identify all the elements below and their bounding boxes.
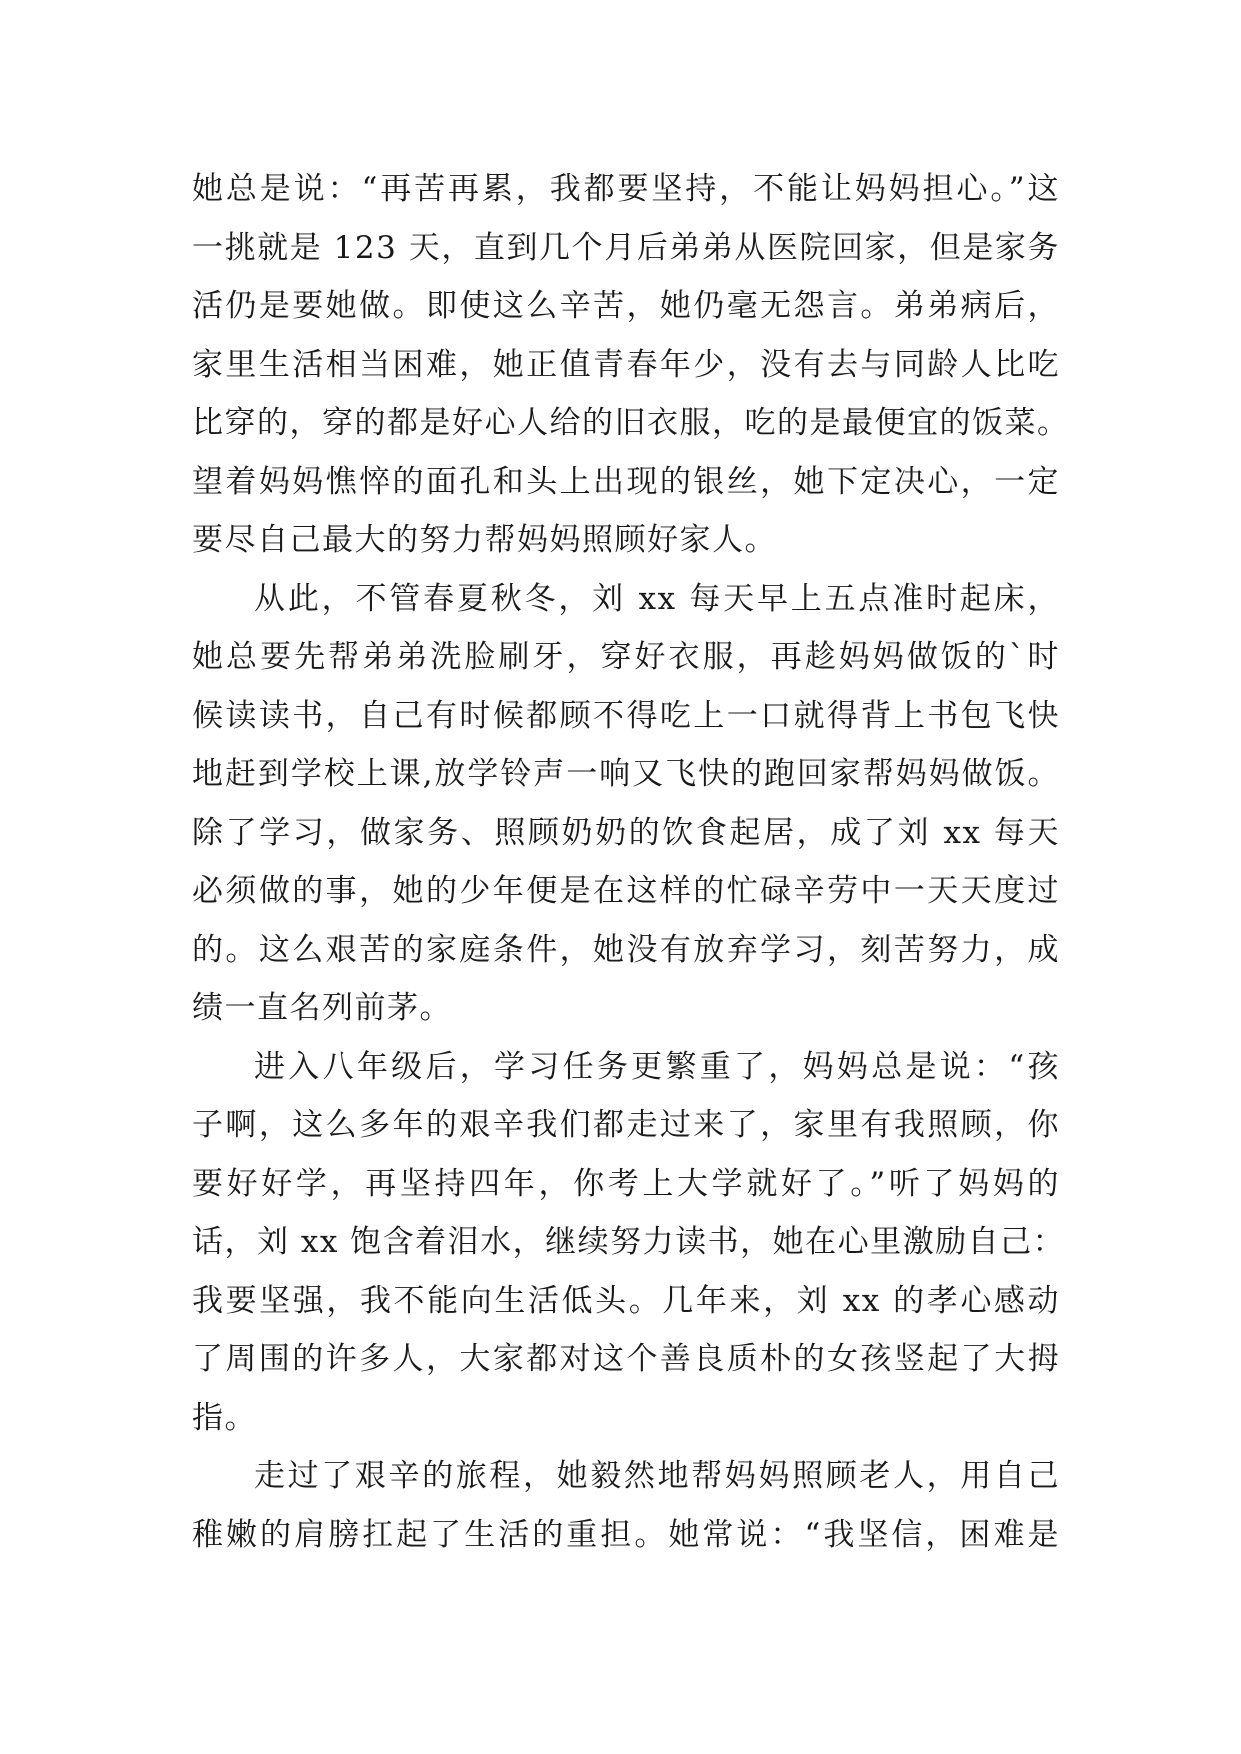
text-line: 要好好学，再坚持四年，你考上大学就好了。”听了妈妈的 xyxy=(192,1165,1060,1202)
paragraph-3 xyxy=(192,1038,1066,1448)
text-line: 她总是说：“再苦再累，我都要坚持，不能让妈妈担心。”这 xyxy=(192,171,1060,207)
body-text xyxy=(192,160,1070,1564)
text-line: 进入八年级后，学习任务更繁重了，妈妈总是说：“孩 xyxy=(254,1048,1060,1085)
text-line: 要尽自己最大的努力帮妈妈照顾好家人。 xyxy=(192,522,777,558)
text-line: 一挑就是 123 天，直到几个月后弟弟从医院回家，但是家务 xyxy=(192,229,1060,266)
text-line: 家里生活相当困难，她正值青春年少，没有去与同龄人比吃 xyxy=(192,346,1060,383)
text-line: 除了学习，做家务、照顾奶奶的饮食起居，成了刘 xx 每天 xyxy=(192,814,1060,851)
text-line: 稚嫩的肩膀扛起了生活的重担。她常说：“我坚信，困难是 xyxy=(192,1516,1060,1553)
text-line: 必须做的事，她的少年便是在这样的忙碌辛劳中一天天度过 xyxy=(192,873,1060,909)
text-line: 走过了艰辛的旅程，她毅然地帮妈妈照顾老人，用自己 xyxy=(254,1458,1060,1494)
text-line: 比穿的，穿的都是好心人给的旧衣服，吃的是最便宜的饭菜。 xyxy=(192,405,1070,441)
text-line: 从此，不管春夏秋冬，刘 xx 每天早上五点准时起床， xyxy=(254,580,1060,617)
text-line: 的。这么艰苦的家庭条件，她没有放弃学习，刻苦努力，成 xyxy=(192,931,1060,968)
text-line: 我要坚强，我不能向生活低头。几年来，刘 xx 的孝心感动 xyxy=(192,1282,1060,1319)
text-line: 了周围的许多人，大家都对这个善良质朴的女孩竖起了大拇 xyxy=(192,1341,1060,1377)
paragraph-1 xyxy=(192,160,1070,570)
paragraph-2 xyxy=(192,570,1060,1038)
text-line: 指。 xyxy=(192,1399,257,1436)
text-line: 绩一直名列前茅。 xyxy=(192,990,452,1026)
text-line: 她总要先帮弟弟洗脸刷牙，穿好衣服，再趁妈妈做饭的`时 xyxy=(192,639,1060,675)
text-line: 候读读书，自己有时候都顾不得吃上一口就得背上书包飞快 xyxy=(192,697,1060,734)
text-line: 活仍是要她做。即使这么辛苦，她仍毫无怨言。弟弟病后， xyxy=(192,288,1060,324)
text-line: 地赶到学校上课,放学铃声一响又飞快的跑回家帮妈妈做饭。 xyxy=(192,756,1060,792)
text-line: 望着妈妈憔悴的面孔和头上出现的银丝，她下定决心，一定 xyxy=(192,463,1060,500)
text-line: 子啊，这么多年的艰辛我们都走过来了，家里有我照顾，你 xyxy=(192,1107,1060,1143)
text-line: 话，刘 xx 饱含着泪水，继续努力读书，她在心里激励自己： xyxy=(192,1224,1066,1260)
paragraph-4 xyxy=(192,1447,1060,1564)
